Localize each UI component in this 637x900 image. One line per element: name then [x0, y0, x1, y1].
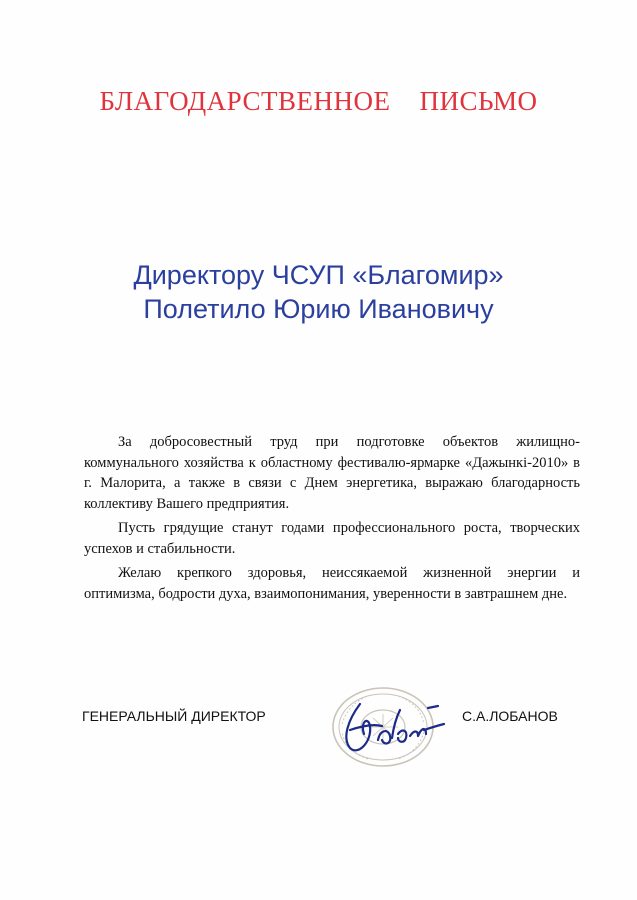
addressee-block [0, 258, 637, 326]
paragraph-wishes-health: Желаю крепкого здоровья, неиссякаемой жизненной энергии и оптимизма, бодрости духа, взаимопонимания, уверенности в завтрашнем дне. [84, 565, 580, 602]
signatory-position: ГЕНЕРАЛЬНЫЙ ДИРЕКТОР [82, 708, 266, 724]
signatory-name: С.А.ЛОБАНОВ [462, 708, 558, 724]
paragraph-gratitude: За добросовестный труд при подготовке объектов жилищно-коммунального хозяйства к областному фестивалю-ярмарке «Дажынкі-2010» в г. Малорита, а также в связи с Днем энергетика, выражаю благодарность коллективу Вашего предприятия. [84, 434, 580, 512]
signature-block [70, 684, 590, 774]
paragraph-wishes-growth: Пусть грядущие станут годами профессионального роста, творческих успехов и стабильности. [84, 520, 580, 557]
handwritten-signature-icon [320, 690, 460, 760]
letter-title: БЛАГОДАРСТВЕННОЕ ПИСЬМО [99, 86, 538, 116]
addressee-line-2: Полетило Юрию Ивановичу [143, 294, 494, 324]
addressee-line-1: Директору ЧСУП «Благомир» [133, 260, 504, 290]
letter-body [84, 432, 580, 608]
